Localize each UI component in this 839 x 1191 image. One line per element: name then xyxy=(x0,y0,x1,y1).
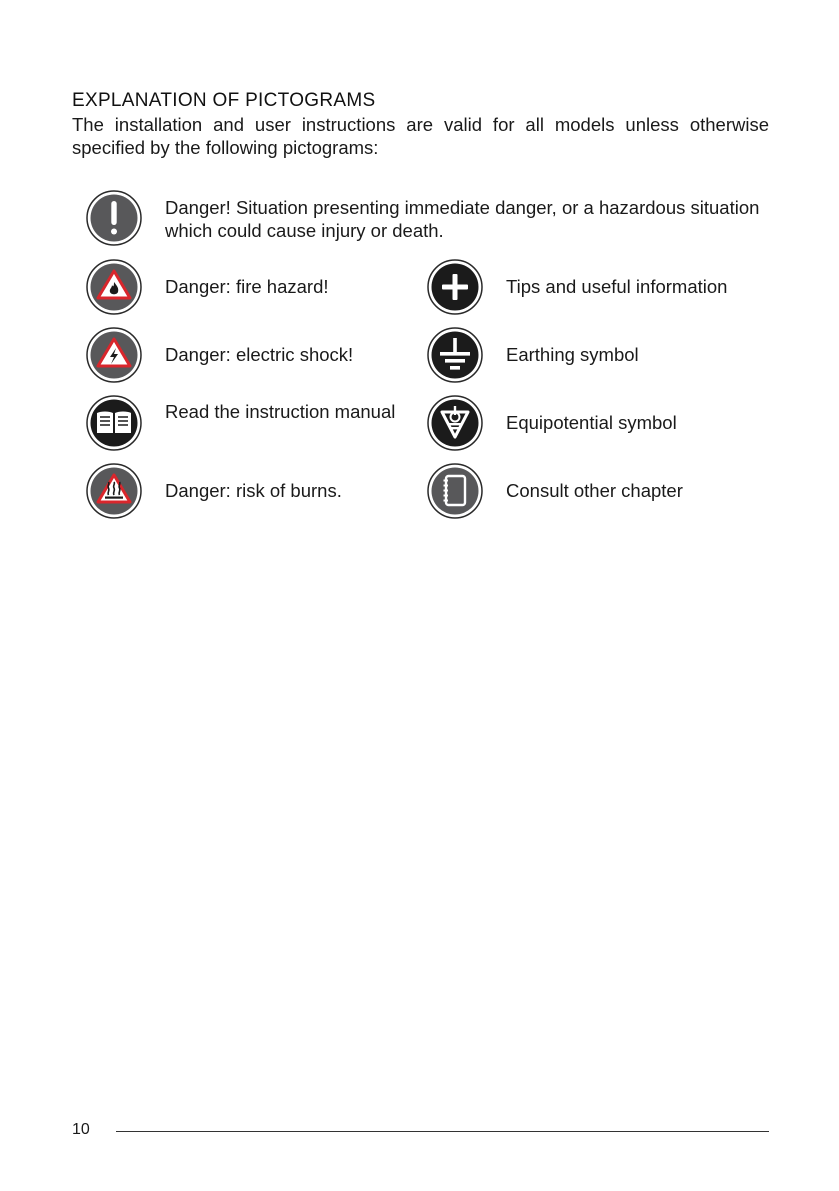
chapter-icon xyxy=(427,463,483,519)
page-title: EXPLANATION OF PICTOGRAMS xyxy=(72,90,376,111)
footer-divider xyxy=(116,1131,769,1132)
plus-info-icon xyxy=(427,259,483,315)
page-number: 10 xyxy=(72,1121,90,1138)
danger-general-label: Danger! Situation presenting immediate danger, or a hazardous situation which could cause injury or death. xyxy=(165,197,760,241)
burns-label: Danger: risk of burns. xyxy=(165,480,342,501)
book-icon xyxy=(86,395,142,451)
earthing-icon xyxy=(427,327,483,383)
tips-label: Tips and useful information xyxy=(506,276,728,297)
equipotential-label: Equipotential symbol xyxy=(506,412,677,433)
read-manual-label: Read the instruction manual xyxy=(165,401,396,422)
chapter-label: Consult other chapter xyxy=(506,480,683,501)
electric-shock-label: Danger: electric shock! xyxy=(165,344,354,365)
burns-icon xyxy=(86,463,142,519)
fire-hazard-icon xyxy=(86,259,142,315)
equipotential-icon xyxy=(427,395,483,451)
intro-paragraph: The installation and user instructions are valid for all models unless otherwise specified by the following pictograms: xyxy=(72,114,769,158)
exclamation-icon xyxy=(86,190,142,246)
fire-hazard-label: Danger: fire hazard! xyxy=(165,276,329,297)
electric-shock-icon xyxy=(86,327,142,383)
earthing-label: Earthing symbol xyxy=(506,344,639,365)
